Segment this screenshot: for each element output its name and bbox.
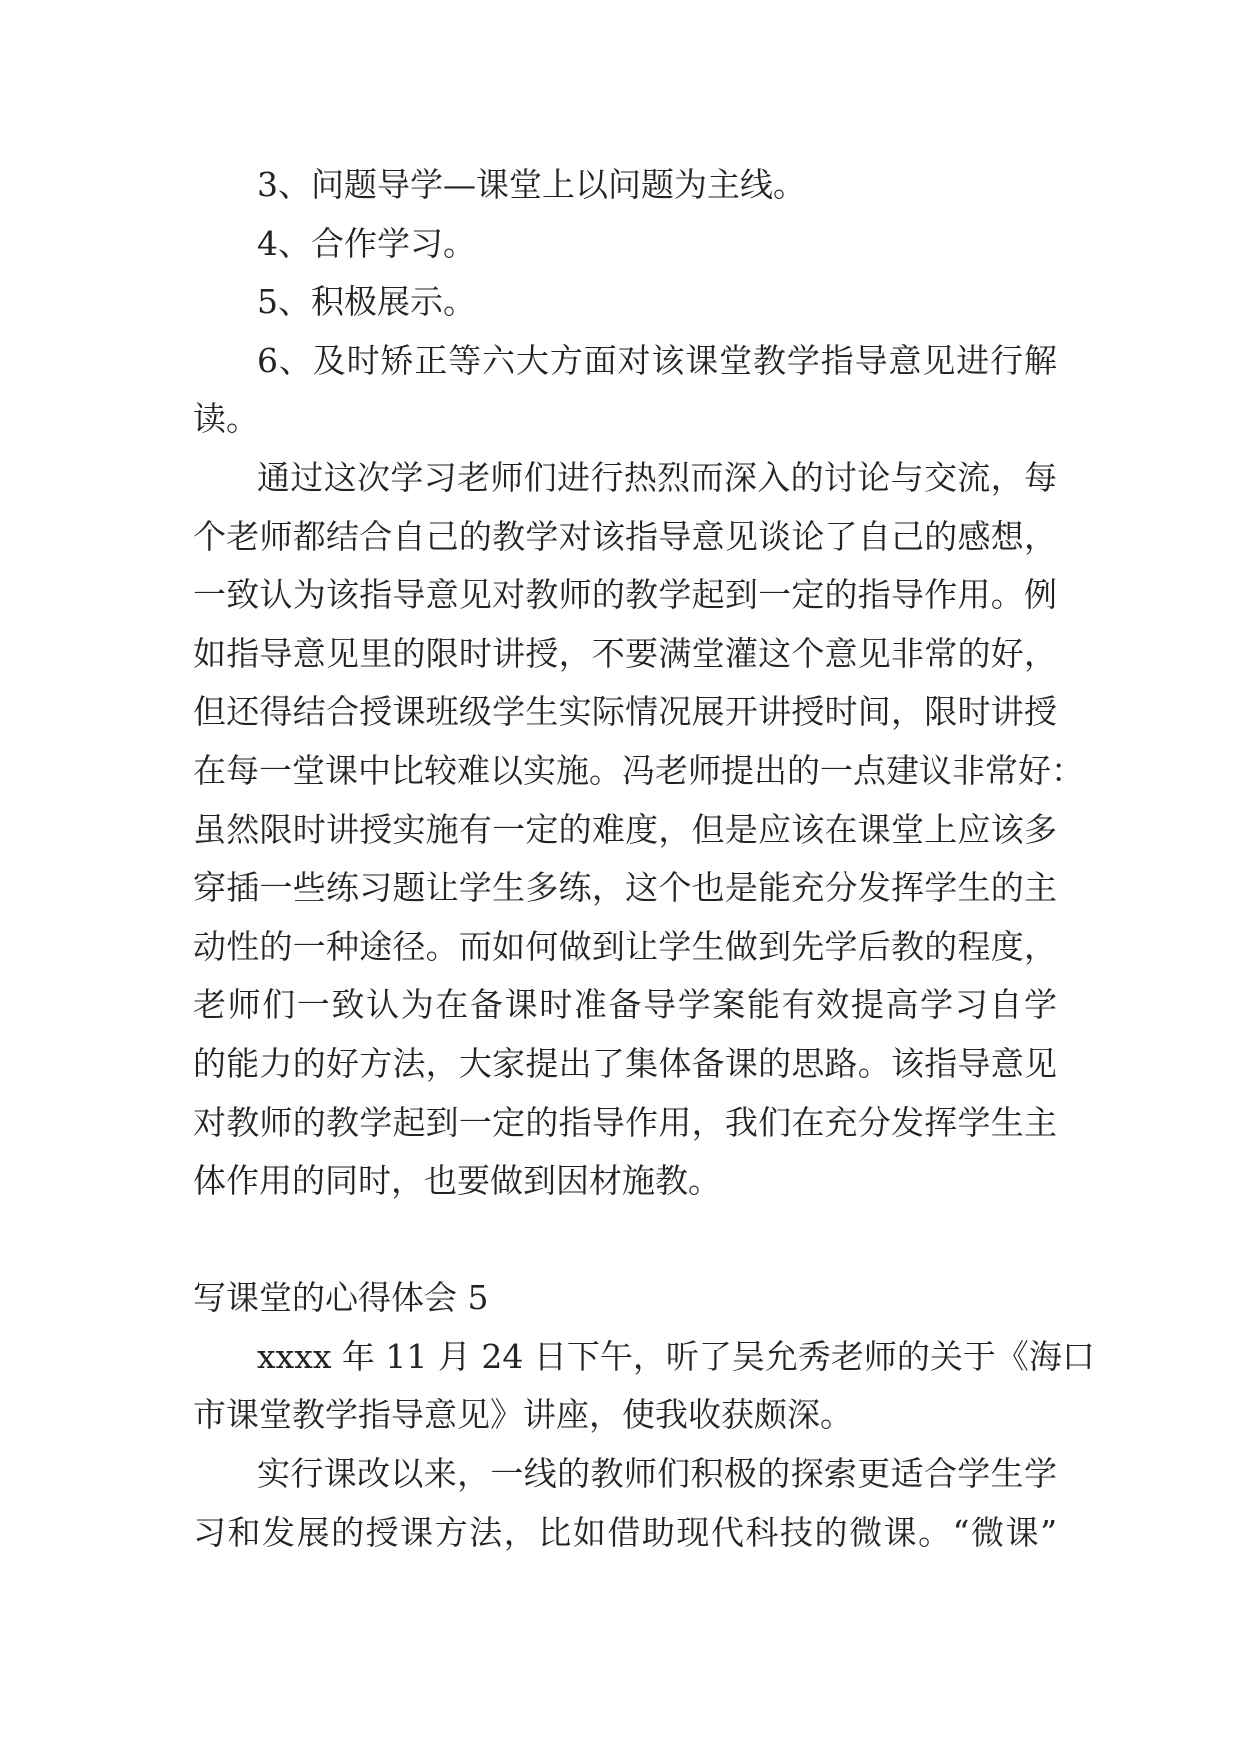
paragraph bbox=[193, 1445, 1057, 1562]
text-line: 的能力的好方法，大家提出了集体备课的思路。该指导意见 bbox=[193, 1043, 1057, 1083]
text-line: 个老师都结合自己的教学对该指导意见谈论了自己的感想， bbox=[193, 516, 1057, 556]
text-line: 如指导意见里的限时讲授，不要满堂灌这个意见非常的好， bbox=[193, 633, 1057, 673]
text-line: 动性的一种途径。而如何做到让学生做到先学后教的程度， bbox=[193, 926, 1057, 966]
text-line: 4、合作学习。 bbox=[257, 223, 476, 263]
text-line: 但还得结合授课班级学生实际情况展开讲授时间，限时讲授 bbox=[193, 692, 1057, 732]
text-line: 市课堂教学指导意见》讲座，使我收获颇深。 bbox=[193, 1395, 853, 1435]
text-line: 一致认为该指导意见对教师的教学起到一定的指导作用。例 bbox=[193, 575, 1057, 615]
text-line: 对教师的教学起到一定的指导作用，我们在充分发挥学生主 bbox=[193, 1102, 1057, 1142]
text-line: 虽然限时讲授实施有一定的难度，但是应该在课堂上应该多 bbox=[193, 809, 1057, 849]
text-line: 习和发展的授课方法，比如借助现代科技的微课。“微课” bbox=[193, 1512, 1057, 1552]
blank-line bbox=[193, 1211, 1057, 1270]
paragraph bbox=[193, 1328, 1095, 1445]
list-item-3 bbox=[193, 156, 1057, 215]
text-line: 3、问题导学—课堂上以问题为主线。 bbox=[257, 165, 806, 204]
text-line: 实行课改以来，一线的教师们积极的探索更适合学生学 bbox=[257, 1454, 1057, 1494]
list-item-4 bbox=[193, 215, 1057, 274]
text-line: 通过这次学习老师们进行热烈而深入的讨论与交流，每 bbox=[257, 457, 1057, 497]
text-line: 5、积极展示。 bbox=[257, 282, 476, 322]
text-line: 读。 bbox=[193, 399, 259, 439]
text-line: 在每一堂课中比较难以实施。冯老师提出的一点建议非常好： bbox=[193, 750, 1084, 790]
list-item-6 bbox=[193, 332, 1057, 449]
text-line: 6、及时矫正等六大方面对该课堂教学指导意见进行解 bbox=[257, 340, 1057, 380]
section-heading: 写课堂的心得体会 5 bbox=[193, 1278, 489, 1318]
text-line: 体作用的同时，也要做到因材施教。 bbox=[193, 1161, 721, 1201]
document-body bbox=[193, 156, 1095, 1562]
list-item-5 bbox=[193, 273, 1057, 332]
text-line: xxxx 年 11 月 24 日下午，听了吴允秀老师的关于《海口 bbox=[257, 1336, 1095, 1376]
paragraph bbox=[193, 449, 1084, 1211]
text-line: 老师们一致认为在备课时准备导学案能有效提高学习自学 bbox=[193, 985, 1057, 1025]
text-line: 穿插一些练习题让学生多练，这个也是能充分发挥学生的主 bbox=[193, 868, 1057, 908]
